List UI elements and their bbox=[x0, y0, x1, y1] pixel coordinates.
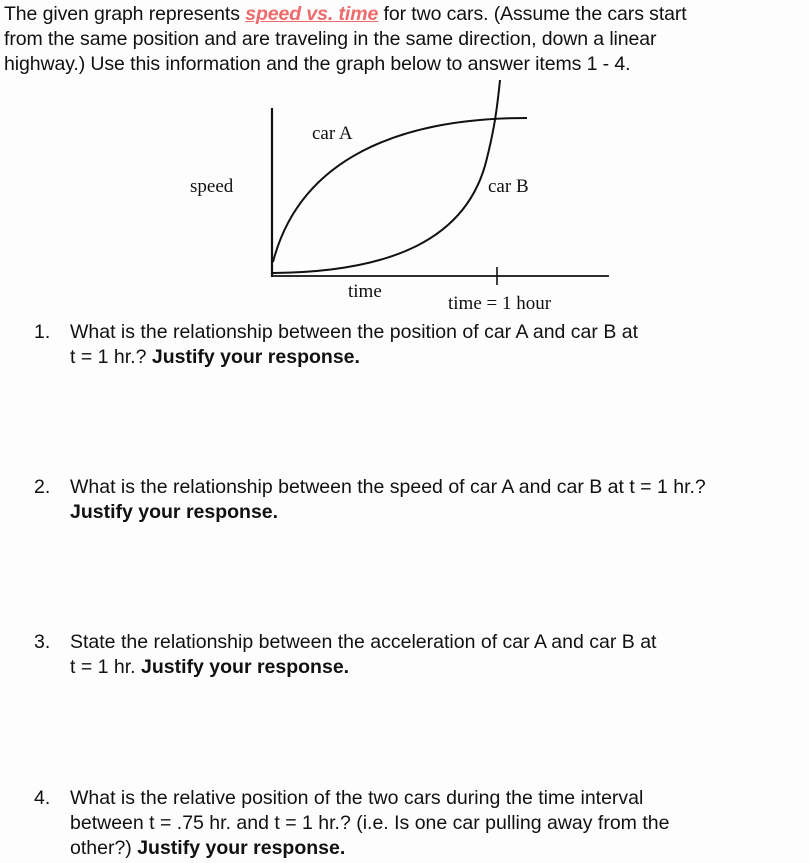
intro-line-3: highway.) Use this information and the graph below to answer items 1 - 4. bbox=[4, 53, 631, 75]
question-1-number: 1. bbox=[34, 321, 51, 343]
question-1-line-2 bbox=[34, 345, 638, 370]
question-4-line-1: What is the relative position of the two cars during the time interval bbox=[70, 787, 644, 809]
question-4-number: 4. bbox=[34, 787, 51, 809]
question-1-line-1: What is the relationship between the position of car A and car B at bbox=[70, 321, 639, 343]
x-axis-label: time bbox=[348, 281, 382, 302]
question-4-text: other?) bbox=[70, 837, 138, 859]
intro-text-2: for two cars. (Assume the cars start bbox=[378, 3, 687, 25]
question-2-line-2 bbox=[34, 500, 706, 525]
question-3-justify: Justify your response. bbox=[141, 656, 350, 678]
intro-highlight: speed vs. time bbox=[245, 3, 379, 25]
question-4-line-2: between t = .75 hr. and t = 1 hr.? (i.e. Is one car pulling away from the bbox=[70, 812, 670, 834]
question-1 bbox=[34, 320, 638, 370]
question-3-line-2 bbox=[34, 655, 656, 680]
question-4 bbox=[34, 786, 669, 861]
question-2-number: 2. bbox=[34, 476, 51, 498]
car-b-curve bbox=[273, 80, 500, 273]
question-4-line-3 bbox=[34, 836, 669, 861]
y-axis-label: speed bbox=[190, 176, 234, 197]
intro-line-2: from the same position and are traveling in the same direction, down a linear bbox=[4, 28, 657, 50]
question-4-justify: Justify your response. bbox=[137, 837, 346, 859]
question-2-justify: Justify your response. bbox=[70, 501, 279, 523]
question-3 bbox=[34, 630, 656, 680]
question-3-line-1: State the relationship between the acceleration of car A and car B at bbox=[70, 631, 657, 653]
question-1-text: t = 1 hr.? bbox=[70, 346, 152, 368]
intro-text-1: The given graph represents bbox=[4, 3, 246, 25]
question-3-number: 3. bbox=[34, 631, 51, 653]
car-a-label: car A bbox=[312, 123, 353, 144]
question-1-justify: Justify your response. bbox=[151, 346, 360, 368]
question-2 bbox=[34, 475, 706, 525]
question-2-line-1: What is the relationship between the speed of car A and car B at t = 1 hr.? bbox=[70, 476, 706, 498]
car-b-label: car B bbox=[488, 176, 529, 197]
question-3-text: t = 1 hr. bbox=[70, 656, 142, 678]
one-hour-label: time = 1 hour bbox=[448, 293, 552, 314]
